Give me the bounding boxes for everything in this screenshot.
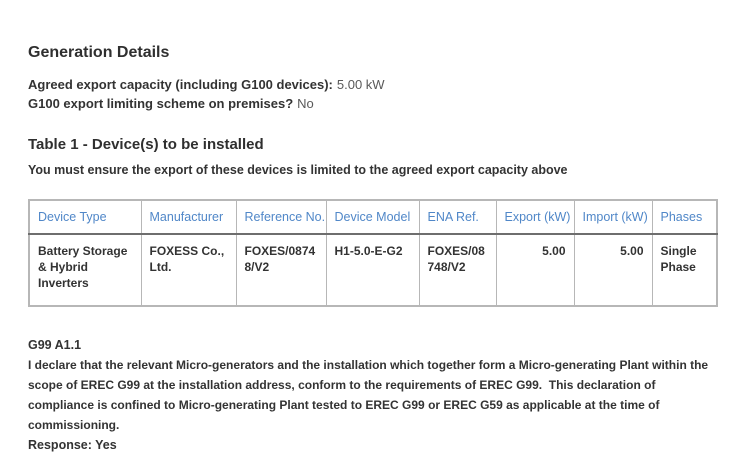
column-header-phases: Phases [652,200,717,234]
column-header-import-kw: Import (kW) [574,200,652,234]
declaration-text: I declare that the relevant Micro-generators and the installation which together form a Micro-generating Plant within the scope of EREC G99 at the installation address, conform to the requirements of EREC G99. This declaration of compliance is confined to Micro-generating Plant tested to EREC G99 or EREC G59 as applicable at the time of commissioning. [28,358,712,432]
export-limit-note: You must ensure the export of these devices is limited to the agreed export capacity above [28,163,568,177]
cell-ena-ref: FOXES/08748/V2 [419,234,496,306]
column-header-device-model: Device Model [326,200,419,234]
cell-device-model: H1-5.0-E-G2 [326,234,419,306]
column-header-reference-no: Reference No. [236,200,326,234]
g100-scheme-answer: No [297,96,314,111]
column-header-ena-ref: ENA Ref. [419,200,496,234]
table-row [29,234,717,306]
cell-manufacturer: FOXESS Co., Ltd. [141,234,236,306]
cell-export-kw: 5.00 [496,234,574,306]
generation-details-heading: Generation Details [28,44,170,61]
declaration-response-value: Yes [95,438,117,452]
devices-table [28,199,718,307]
declaration-response-label: Response: [28,438,92,452]
declaration-section [28,335,720,455]
cell-phases: Single Phase [652,234,717,306]
cell-import-kw: 5.00 [574,234,652,306]
column-header-device-type: Device Type [38,210,107,224]
cell-device-type: Battery Storage & Hybrid Inverters [38,244,128,290]
column-header-manufacturer: Manufacturer [141,200,236,234]
table-1-heading: Table 1 - Device(s) to be installed [28,136,264,153]
declaration-response-line [28,435,720,455]
agreed-export-capacity-label: Agreed export capacity (including G100 devices): [28,77,333,92]
agreed-export-capacity-value: 5.00 kW [336,77,385,92]
cell-reference-no: FOXES/08748/V2 [236,234,326,306]
declaration-reference: G99 A1.1 [28,338,82,352]
agreed-export-capacity-line [28,75,715,94]
g100-scheme-line [28,94,715,113]
g100-scheme-question: G100 export limiting scheme on premises? [28,96,294,111]
column-header-export-kw: Export (kW) [496,200,574,234]
table-header-row [29,200,717,234]
